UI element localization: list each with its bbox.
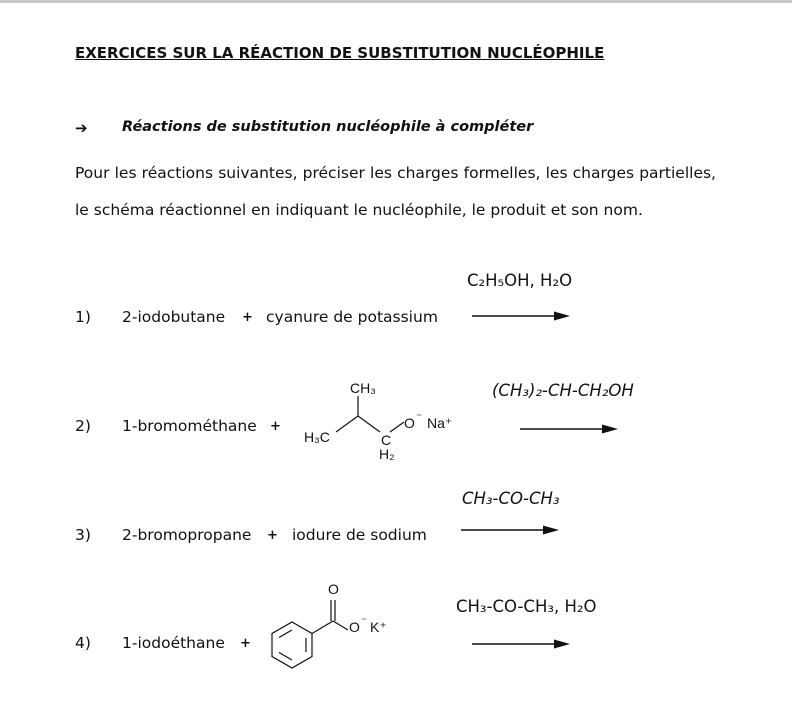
right-arrow-icon: ➔ — [75, 119, 88, 137]
instructions-paragraph: Pour les réactions suivantes, préciser les charges formelles, les charges partielles, le schéma réactionnel en indiquant le nucléophile, le produit et son nom. — [75, 164, 716, 219]
oxygen-charge: ⁻ — [416, 410, 423, 424]
plus-sign: + — [270, 419, 281, 434]
reaction-partner: cyanure de potassium — [266, 308, 438, 326]
benzoate-structure — [258, 570, 418, 675]
page-title: EXERCICES SUR LA RÉACTION DE SUBSTITUTION NUCLÉOPHILE — [75, 44, 605, 62]
plus-sign: + — [242, 310, 253, 325]
h2-label: H₂ — [379, 446, 395, 462]
reaction-number: 2) — [75, 417, 91, 435]
oxygen-label: O — [349, 619, 360, 635]
reaction-reagent: 1-iodoéthane — [122, 634, 225, 652]
reaction-number: 3) — [75, 526, 91, 544]
h3c-label: H₃C — [304, 429, 330, 445]
reaction-conditions: C₂H₅OH, H₂O — [467, 271, 573, 290]
section-heading: Réactions de substitution nucléophile à compléter — [122, 119, 534, 135]
ch3-label: CH₃ — [350, 380, 376, 396]
reaction-reagent: 2-bromopropane — [122, 526, 252, 544]
reaction-partner: iodure de sodium — [292, 526, 427, 544]
plus-sign: + — [267, 528, 278, 543]
reaction-reagent: 2-iodobutane — [122, 308, 226, 326]
reaction-arrow-icon — [470, 637, 574, 651]
carbonyl-oxygen-label: O — [328, 581, 339, 597]
reaction-number: 1) — [75, 308, 91, 326]
reaction-conditions: CH₃-CO-CH₃ — [462, 489, 560, 508]
reaction-arrow-icon — [470, 309, 574, 323]
counterion-label: Na⁺ — [427, 415, 453, 431]
plus-sign: + — [240, 636, 251, 651]
reaction-arrow-icon — [459, 523, 563, 537]
reaction-conditions: (CH₃)₂-CH-CH₂OH — [492, 381, 634, 400]
reaction-reagent: 1-bromométhane — [122, 417, 257, 435]
reaction-arrow-icon — [518, 422, 622, 436]
alkoxide-structure — [298, 376, 468, 466]
oxygen-label: O — [404, 415, 415, 431]
reaction-conditions: CH₃-CO-CH₃, H₂O — [456, 597, 597, 616]
oxygen-charge: ⁻ — [361, 614, 368, 628]
counterion-label: K⁺ — [370, 619, 387, 635]
c-label: C — [381, 432, 392, 448]
reaction-number: 4) — [75, 634, 91, 652]
top-border — [0, 0, 792, 3]
